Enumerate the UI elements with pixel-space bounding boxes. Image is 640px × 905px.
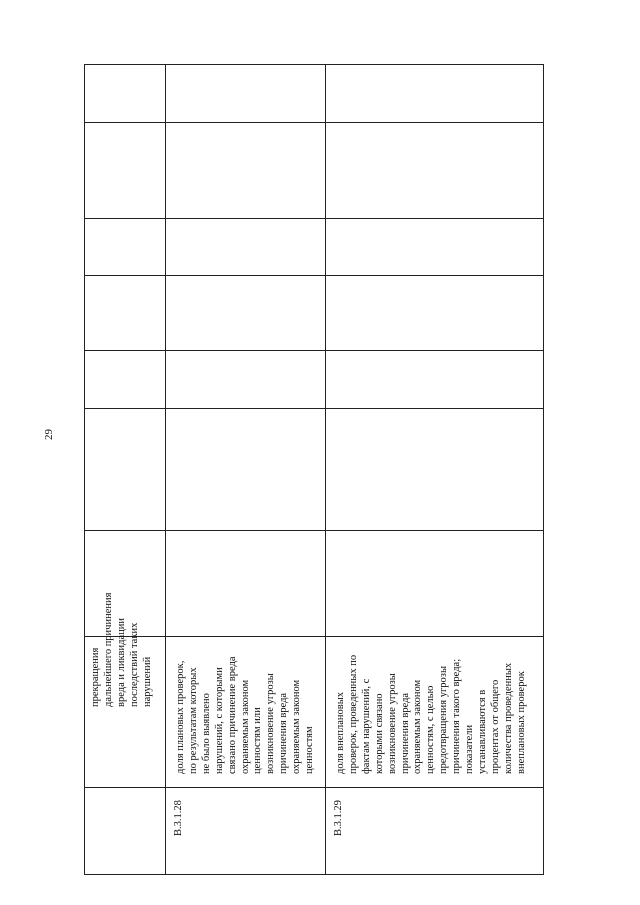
column-divider <box>85 350 543 351</box>
row-description: доля плановых проверок, по результатам которых не было выявлено нарушений, с которыми связано причинение вреда охраняемым законом ценностям или возникновение угрозы причинения вреда охраняемым законом ценностям <box>175 656 316 774</box>
row-code: В.3.1.28 <box>173 800 184 836</box>
column-divider <box>85 122 543 123</box>
row-divider <box>325 65 326 874</box>
column-divider <box>85 408 543 409</box>
row-divider <box>165 65 166 874</box>
column-divider <box>85 218 543 219</box>
column-divider <box>85 275 543 276</box>
row-description: доля внеплановых проверок, проведенных по фактам нарушений, с которыми связано возникновение угрозы причинения вреда охраняемым законом ценностям, с целью предотвращения угрозы причинения такого вреда; показатели устанавливаются в процентах от общего количества проведенных внеплановых проверок <box>335 654 527 774</box>
page-number: 29 <box>43 429 55 440</box>
row-code: В.3.1.29 <box>333 800 344 836</box>
row-description: прекращения дальнейшего причинения вреда и ликвидации последствий таких нарушений <box>90 592 153 707</box>
column-divider <box>85 787 543 788</box>
column-divider <box>85 530 543 531</box>
